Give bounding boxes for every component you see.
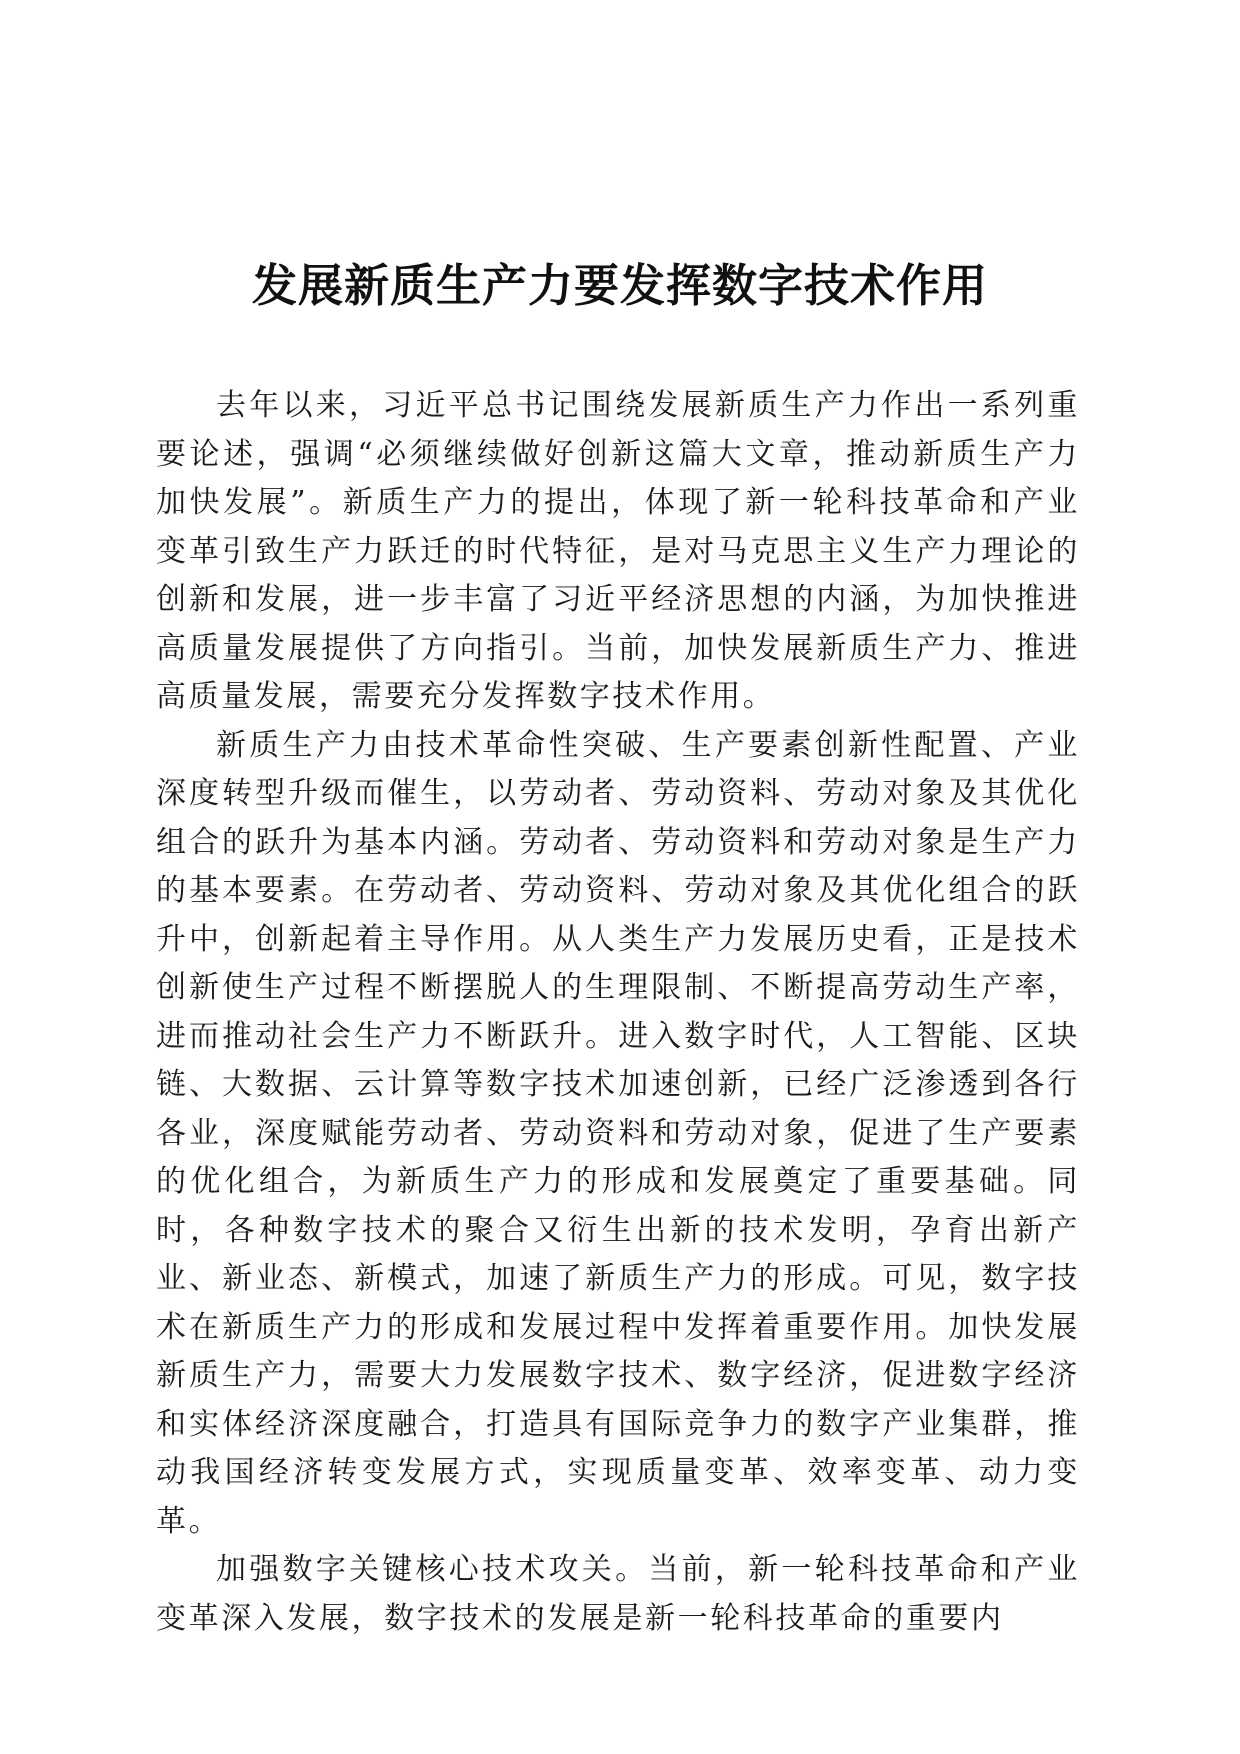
document-body — [156, 382, 1080, 1643]
document-title: 发展新质生产力要发挥数字技术作用 — [251, 259, 988, 312]
paragraph: 加强数字关键核心技术攻关。当前，新一轮科技革命和产业变革深入发展，数字技术的发展是新一轮科技革命的重要内 — [156, 1552, 1080, 1636]
paragraph: 新质生产力由技术革命性突破、生产要素创新性配置、产业深度转型升级而催生，以劳动者、劳动资料、劳动对象及其优化组合的跃升为基本内涵。劳动者、劳动资料和劳动对象是生产力的基本要素。在劳动者、劳动资料、劳动对象及其优化组合的跃升中，创新起着主导作用。从人类生产力发展历史看，正是技术创新使生产过程不断摆脱人的生理限制、不断提高劳动生产率，进而推动社会生产力不断跃升。进入数字时代，人工智能、区块链、大数据、云计算等数字技术加速创新，已经广泛渗透到各行各业，深度赋能劳动者、劳动资料和劳动对象，促进了生产要素的优化组合，为新质生产力的形成和发展奠定了重要基础。同时，各种数字技术的聚合又衍生出新的技术发明，孕育出新产业、新业态、新模式，加速了新质生产力的形成。可见，数字技术在新质生产力的形成和发展过程中发挥着重要作用。加快发展新质生产力，需要大力发展数字技术、数字经济，促进数字经济和实体经济深度融合，打造具有国际竞争力的数字产业集群，推动我国经济转变发展方式，实现质量变革、效率变革、动力变革。 — [156, 727, 1080, 1539]
paragraph: 去年以来，习近平总书记围绕发展新质生产力作出一系列重要论述，强调“必须继续做好创新这篇大文章，推动新质生产力加快发展”。新质生产力的提出，体现了新一轮科技革命和产业变革引致生产力跃迁的时代特征，是对马克思主义生产力理论的创新和发展，进一步丰富了习近平经济思想的内涵，为加快推进高质量发展提供了方向指引。当前，加快发展新质生产力、推进高质量发展，需要充分发挥数字技术作用。 — [156, 388, 1080, 714]
